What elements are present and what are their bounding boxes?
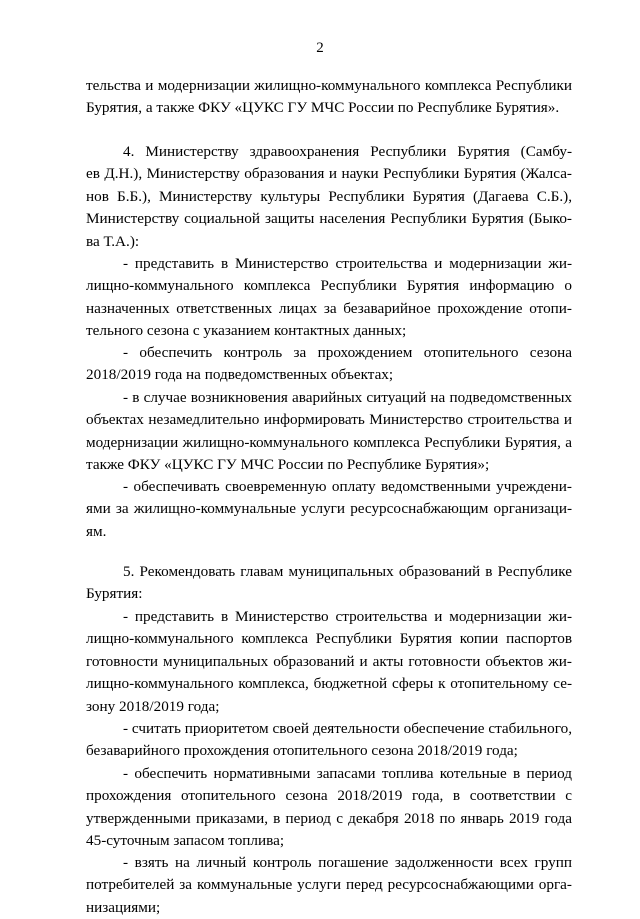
paragraph-item-5-bullet-2 (86, 718, 572, 763)
text-line: ям. (86, 522, 107, 540)
paragraph-item-4-bullet-3 (86, 387, 572, 477)
text-line: Бурятия, а также ФКУ «ЦУКС ГУ МЧС России по Республике Бурятия». (86, 99, 560, 117)
paragraph-continuation (86, 75, 572, 120)
paragraph-item-5-bullet-4 (86, 852, 572, 919)
text-line: - в случае возникновения аварийных ситуаций на подведомственных (123, 389, 572, 406)
paragraph-item-5-bullet-1 (86, 606, 572, 718)
text-line: зону 2018/2019 года; (86, 697, 220, 715)
text-line: потребителей за коммунальные услуги перед ресурсоснабжающими орга- (86, 876, 572, 894)
text-line: ев Д.Н.), Министерству образования и науки Республики Бурятия (Жалса- (86, 165, 572, 183)
text-line: - обеспечить контроль за прохождением отопительного сезона (123, 344, 572, 361)
text-line: ями за жилищно-коммунальные услуги ресурсоснабжающим организаци- (86, 500, 572, 518)
text-line: ва Т.А.): (86, 232, 140, 250)
paragraph-item-5-bullet-3 (86, 763, 572, 853)
paragraph-item-4-bullet-4 (86, 476, 572, 543)
text-line: лищно-коммунального комплекса, бюджетной сферы к отопительному се- (86, 675, 572, 693)
text-line: Министерству социальной защиты населения Республики Бурятия (Быко- (86, 210, 572, 228)
text-line: - представить в Министерство строительства и модернизации жи- (123, 608, 572, 625)
text-line: - обеспечить нормативными запасами топлива котельные в период (123, 765, 572, 782)
text-line: 4. Министерству здравоохранения Республики Бурятия (Самбу- (123, 143, 572, 160)
paragraph-item-4-bullet-2 (86, 342, 572, 387)
text-line: тельства и модернизации жилищно-коммунального комплекса Республики (86, 77, 572, 94)
text-line: - взять на личный контроль погашение задолженности всех групп (123, 854, 572, 871)
text-line: лищно-коммунального комплекса Республики Бурятия информацию о (86, 277, 572, 295)
text-line: Бурятия: (86, 585, 143, 603)
text-line: низациями; (86, 898, 161, 916)
paragraph-item-5 (86, 561, 572, 606)
text-line: модернизации жилищно-коммунального комплекса Республики Бурятия, а (86, 433, 572, 451)
text-line: безаварийного прохождения отопительного сезона 2018/2019 года; (86, 742, 518, 760)
text-line: 45-суточным запасом топлива; (86, 832, 285, 850)
text-line: - считать приоритетом своей деятельности обеспечение стабильного, (123, 720, 572, 737)
text-line: лищно-коммунального комплекса Республики Бурятия копии паспортов (86, 630, 572, 648)
text-line: нов Б.Б.), Министерству культуры Республики Бурятия (Дагаева С.Б.), (86, 187, 572, 205)
text-line: тельного сезона с указанием контактных данных; (86, 322, 407, 340)
text-line: также ФКУ «ЦУКС ГУ МЧС России по Республике Бурятия»; (86, 456, 490, 474)
paragraph-item-4 (86, 141, 572, 253)
text-line: утвержденными приказами, в период с декабря 2018 по январь 2019 года (86, 809, 572, 827)
paragraph-item-4-bullet-1 (86, 253, 572, 343)
text-line: - обеспечивать своевременную оплату ведомственными учреждени- (123, 478, 572, 495)
text-line: 5. Рекомендовать главам муниципальных образований в Республике (123, 563, 572, 580)
text-line: объектах незамедлительно информировать Министерство строительства и (86, 411, 572, 429)
text-line: готовности муниципальных образований и акты готовности объектов жи- (86, 652, 572, 670)
text-line: - представить в Министерство строительства и модернизации жи- (123, 255, 572, 272)
page-number: 2 (316, 40, 324, 56)
text-line: назначенных ответственных лицах за безаварийное прохождение отопи- (86, 299, 572, 317)
text-line: 2018/2019 года на подведомственных объектах; (86, 366, 394, 384)
text-line: прохождения отопительного сезона 2018/2019 года, в соответствии с (86, 787, 572, 805)
